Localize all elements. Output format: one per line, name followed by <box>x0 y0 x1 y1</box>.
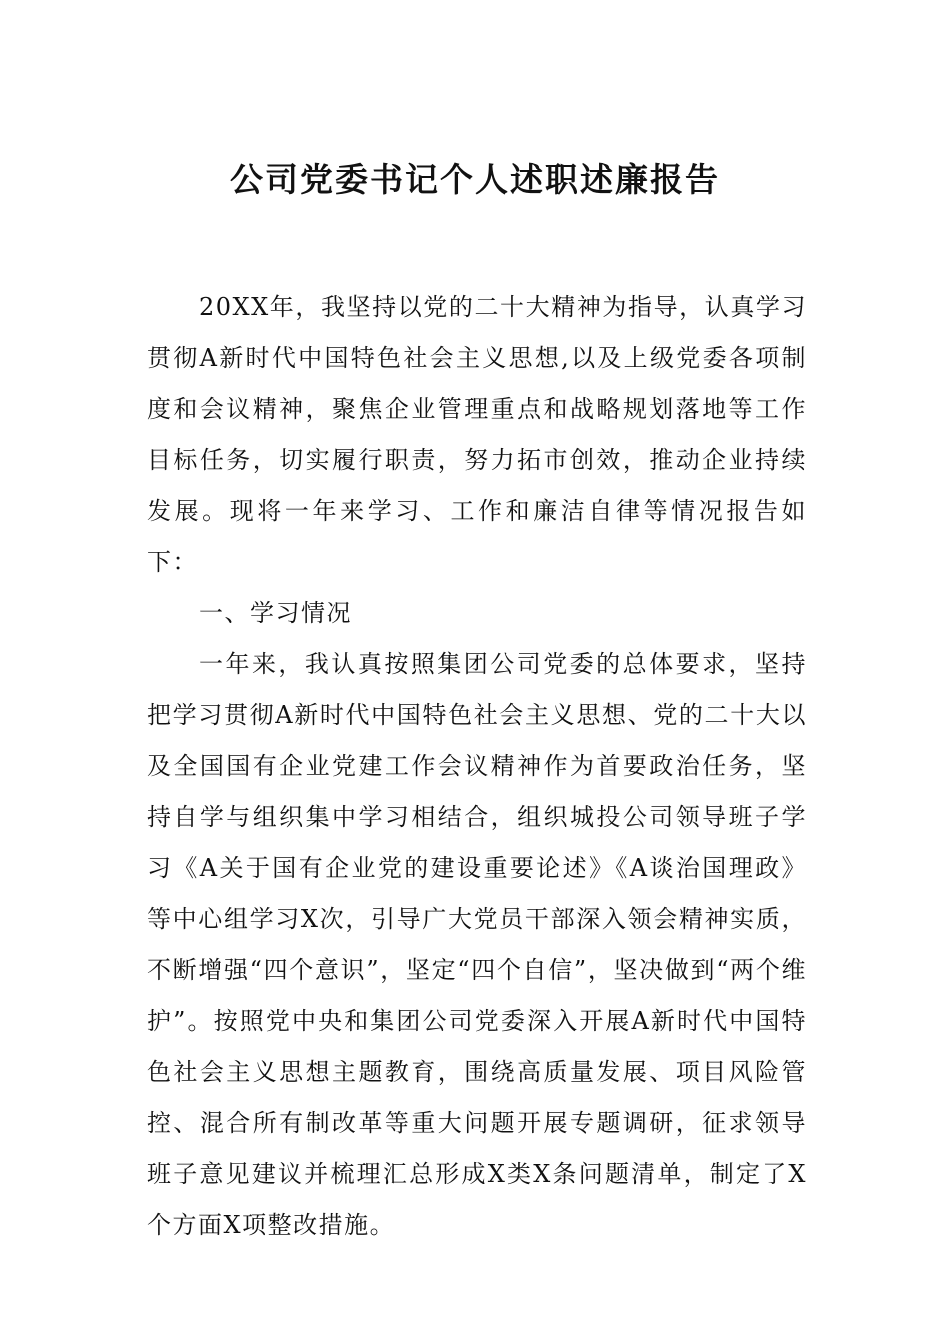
section-heading: 一、学习情况 <box>199 599 352 627</box>
study-paragraph: 一年来，我认真按照集团公司党委的总体要求，坚持把学习贯彻A新时代中国特色社会主义思想、党的二十大以及全国国有企业党建工作会议精神作为首要政治任务，坚持自学与组织集中学习相结合，组织城投公司领导班子学习《A关于国有企业党的建设重要论述》《A谈治国理政》等中心组学习X次，引导广大党员干部深入领会精神实质，不断增强“四个意识”，坚定“四个自信”，坚决做到“两个维护”。按照党中央和集团公司党委深入开展A新时代中国特色社会主义思想主题教育，围绕高质量发展、项目风险管控、混合所有制改革等重大问题开展专题调研，征求领导班子意见建议并梳理汇总形成X类X条问题清单，制定了X个方面X项整改措施。 <box>147 650 807 1239</box>
document-title: 公司党委书记个人述职述廉报告 <box>230 160 720 199</box>
intro-paragraph: 20XX年，我坚持以党的二十大精神为指导，认真学习贯彻A新时代中国特色社会主义思想,以及上级党委各项制度和会议精神，聚焦企业管理重点和战略规划落地等工作目标任务，切实履行职责，努力拓市创效，推动企业持续发展。现将一年来学习、工作和廉洁自律等情况报告如下： <box>147 293 807 576</box>
document-body <box>147 282 807 1251</box>
